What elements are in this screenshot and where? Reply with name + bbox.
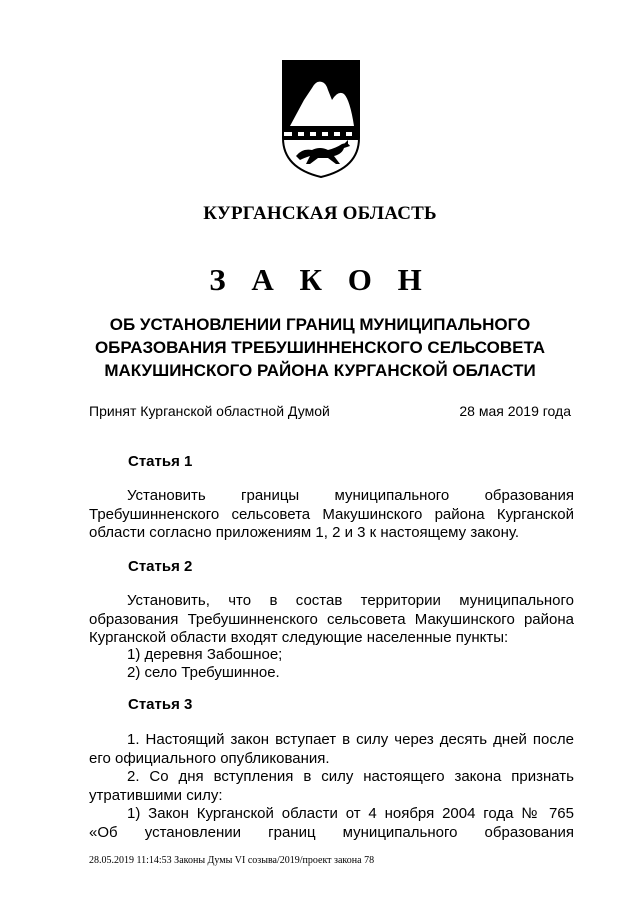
- article-3-subpoint-line: 1) Закон Курганской области от 4 ноября 2004 года № 765: [127, 805, 574, 822]
- article-2-text-rest: образования Требушинненского сельсовета Макушинского района Курганской области входят следующие населенные пункты:: [89, 610, 574, 646]
- article-3-heading: Статья 3: [128, 696, 193, 713]
- adoption-date: 28 мая 2019 года: [459, 403, 571, 419]
- law-title-line: ОБРАЗОВАНИЯ ТРЕБУШИННЕНСКОГО СЕЛЬСОВЕТА: [94, 338, 546, 357]
- document-type-heading: З А К О Н: [209, 262, 431, 297]
- settlement-item: 1) деревня Забошное;: [127, 646, 283, 663]
- coat-of-arms-icon: [282, 60, 360, 178]
- article-2-heading: Статья 2: [128, 558, 193, 575]
- region-heading: КУРГАНСКАЯ ОБЛАСТЬ: [203, 203, 437, 224]
- law-title-line: ОБ УСТАНОВЛЕНИИ ГРАНИЦ МУНИЦИПАЛЬНОГО: [109, 315, 531, 334]
- document-footer: 28.05.2019 11:14:53 Законы Думы VI созыва/2019/проект закона 78: [89, 855, 375, 866]
- adopted-by: Принят Курганской областной Думой: [89, 403, 330, 419]
- article-1-text-rest: Требушинненского сельсовета Макушинского района Курганской области согласно приложениям 1, 2 и 3 к настоящему закону.: [89, 505, 574, 541]
- article-3-subpoint-line: «Об установлении границ муниципального образования: [89, 823, 574, 841]
- article-1-text-line: Установить границы муниципального образования: [127, 487, 574, 504]
- article-3-subpoint-1: [89, 805, 574, 842]
- article-3-point-2: 2. Со дня вступления в силу настоящего закона признать утратившими силу:: [89, 768, 574, 804]
- article-1-text: [89, 487, 574, 543]
- settlement-item: 2) село Требушинное.: [127, 664, 280, 681]
- article-2-text: [89, 592, 574, 648]
- article-1-heading: Статья 1: [128, 453, 193, 470]
- law-title-line: МАКУШИНСКОГО РАЙОНА КУРГАНСКОЙ ОБЛАСТИ: [104, 361, 536, 380]
- article-2-text-line: Установить, что в состав территории муниципального: [127, 592, 574, 609]
- law-title: [80, 313, 560, 382]
- article-3-point-1: 1. Настоящий закон вступает в силу через десять дней после его официального опубликования.: [89, 731, 574, 767]
